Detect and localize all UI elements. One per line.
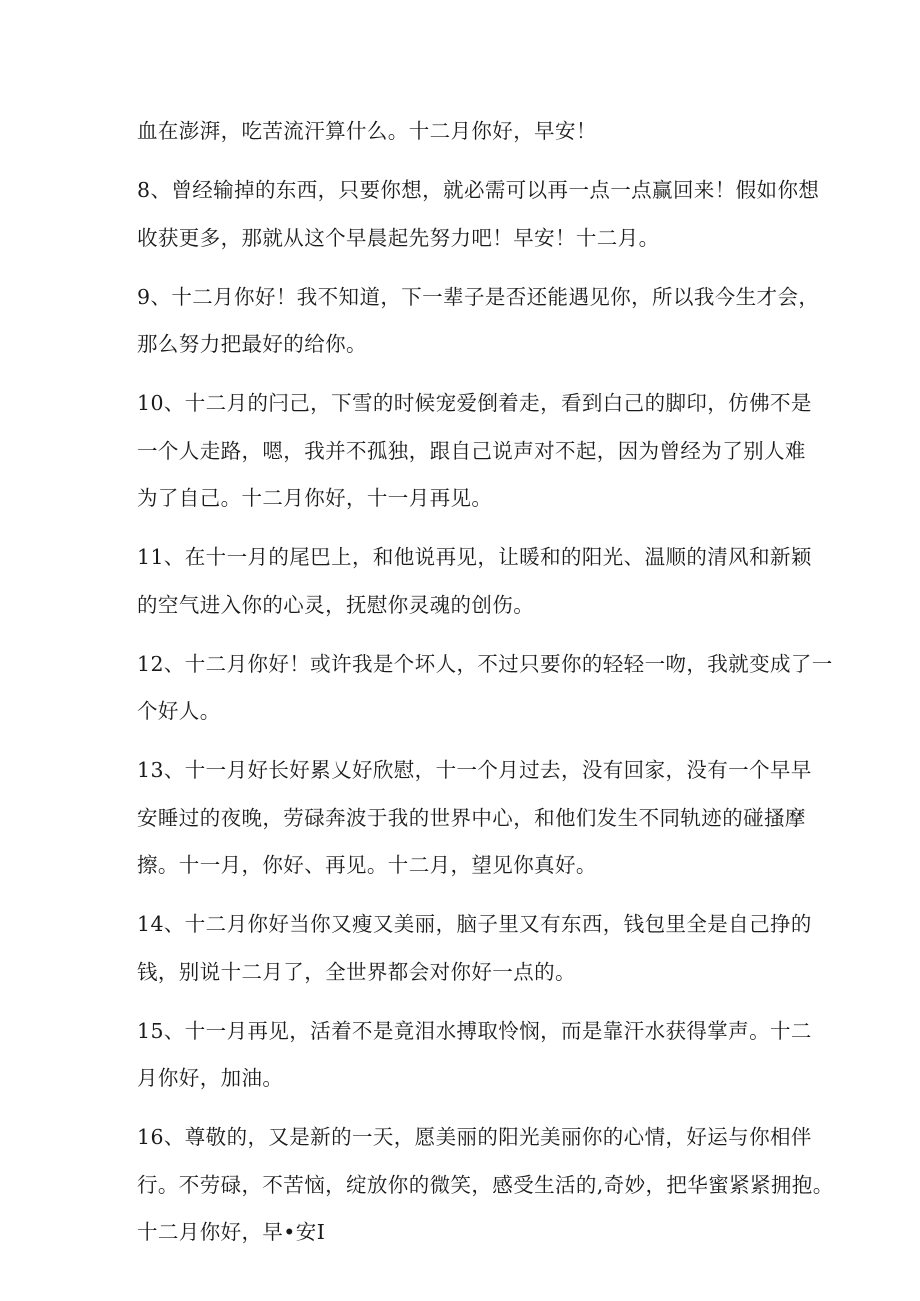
list-item-8-line-2: 收获更多，那就从这个早晨起先努力吧！早安！十二月。 [137,225,660,250]
list-item-8-line-1: 8、曾经输掉的东西，只要你想，就必需可以再一点一点赢回来！假如你想 [137,178,820,202]
list-item-14-line-2: 钱，别说十二月了，全世界都会对你好一点的。 [137,959,576,984]
list-item-12-line-1: 12、十二月你好！或许我是个坏人，不过只要你的轻轻一吻，我就变成了一 [137,651,833,676]
list-item-16-line-1: 16、尊敬的，又是新的一天，愿美丽的阳光美丽你的心情，好运与你相伴 [137,1125,812,1149]
list-item-13-line-1: 13、十一月好长好累乂好欣慰，十一个月过去，没有回家，没有一个早早 [137,758,812,782]
list-item-16-line-3: 十二月你好，早•安I [137,1220,326,1244]
list-item-15-line-2: 月你好，加油。 [137,1066,284,1090]
list-item-16-line-2: 行。不劳碌，不苦恼，绽放你的微笑，感受生活的,奇妙，把华蜜紧紧拥抱。 [137,1172,834,1197]
list-item-10-line-1: 10、十二月的闩己，下雪的时候宠爱倒着走，看到白己的脚印，仿佛不是 [137,391,812,415]
list-item-9-line-1: 9、十二月你好！我不知道，下一辈子是否还能遇见你，所以我今生才会， [137,284,820,309]
list-item-12-line-2: 个好人。 [137,699,221,723]
list-item-11-line-1: 11、在十一月的尾巴上，和他说再见，让暖和的阳光、温顺的清风和新颖 [137,545,812,569]
document-body [137,116,834,1247]
list-item-13-line-2: 安睡过的夜晚，劳碌奔波于我的世界中心，和他们发生不同轨迹的碰搔摩 [137,805,806,830]
list-item-9-line-2: 那么努力把最好的给你。 [137,332,367,356]
list-item-14-line-1: 14、十二月你好当你又瘦又美丽，脑子里又有东西，钱包里全是自己挣的 [137,912,812,936]
text-line: 血在澎湃，吃苦流汗算什么。十二月你好，早安！ [137,119,597,143]
list-item-10-line-3: 为了自己。十二月你好，十一月再见。 [137,486,493,510]
list-item-10-line-2: 一个人走路，嗯，我并不孤独，跟自己说声对不起，因为曾经为了别人难 [137,438,806,463]
list-item-15-line-1: 15、十一月再见，活着不是竟泪水搏取怜悯，而是靠汗水获得掌声。十二 [137,1018,812,1043]
list-item-13-line-3: 擦。十一月，你好、再见。十二月，望见你真好。 [137,853,597,877]
list-item-11-line-2: 的空气进入你的心灵，抚慰你灵魂的创伤。 [137,592,535,617]
